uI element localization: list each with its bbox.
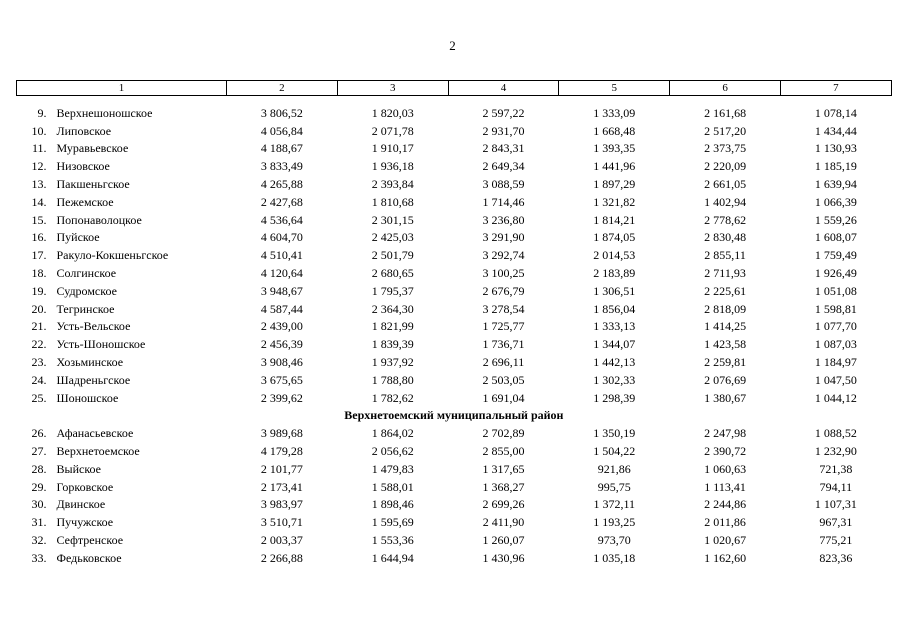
value-cell: 1 047,50 bbox=[814, 372, 857, 387]
settlement-cell bbox=[17, 300, 227, 318]
value-cell: 1 321,82 bbox=[593, 194, 636, 209]
row-number: 27. bbox=[31, 444, 47, 459]
settlement-cell bbox=[17, 442, 227, 460]
value-cell: 1 260,07 bbox=[482, 533, 525, 548]
value-cell: 2 266,88 bbox=[260, 550, 303, 565]
value-cell: 1 639,94 bbox=[814, 177, 857, 192]
value-cell: 1 035,18 bbox=[593, 550, 636, 565]
value-cell: 1 423,58 bbox=[704, 337, 747, 352]
value-cell: 4 188,67 bbox=[260, 141, 303, 156]
value-cell: 1 874,05 bbox=[593, 230, 636, 245]
value-cell: 4 265,88 bbox=[260, 177, 303, 192]
table-row bbox=[17, 211, 892, 229]
value-cell: 4 587,44 bbox=[260, 301, 303, 316]
value-cell: 1 051,08 bbox=[814, 283, 857, 298]
table-row bbox=[17, 104, 892, 122]
row-number: 13. bbox=[31, 177, 47, 192]
value-cell: 1 691,04 bbox=[482, 390, 525, 405]
value-cell: 1 864,02 bbox=[371, 426, 414, 441]
table-row bbox=[17, 300, 892, 318]
settlement-name: Судромское bbox=[56, 283, 117, 298]
value-cell: 1 113,41 bbox=[704, 479, 746, 494]
value-cell: 2 425,03 bbox=[371, 230, 414, 245]
value-cell: 2 680,65 bbox=[371, 266, 414, 281]
row-number: 24. bbox=[31, 372, 47, 387]
value-cell: 1 910,17 bbox=[371, 141, 414, 156]
value-cell: 1 759,49 bbox=[814, 248, 857, 263]
value-cell: 4 604,70 bbox=[260, 230, 303, 245]
value-cell: 1 020,67 bbox=[704, 533, 747, 548]
value-cell: 2 439,00 bbox=[260, 319, 303, 334]
value-cell: 1 162,60 bbox=[704, 550, 747, 565]
row-number: 23. bbox=[31, 355, 47, 370]
value-cell: 2 247,98 bbox=[704, 426, 747, 441]
data-table bbox=[16, 80, 892, 567]
value-cell: 2 427,68 bbox=[260, 194, 303, 209]
value-cell: 2 390,72 bbox=[704, 444, 747, 459]
table-row bbox=[17, 389, 892, 407]
table-row bbox=[17, 140, 892, 158]
value-cell: 1 372,11 bbox=[593, 497, 636, 512]
settlement-name: Попонаволоцкое bbox=[56, 212, 142, 227]
value-cell: 3 989,68 bbox=[260, 426, 303, 441]
value-cell: 2 225,61 bbox=[704, 283, 747, 298]
settlement-cell bbox=[17, 229, 227, 247]
value-cell: 1 897,29 bbox=[593, 177, 636, 192]
value-cell: 2 003,37 bbox=[260, 533, 303, 548]
value-cell: 2 101,77 bbox=[260, 461, 303, 476]
settlement-cell bbox=[17, 389, 227, 407]
value-cell: 1 608,07 bbox=[814, 230, 857, 245]
settlement-cell bbox=[17, 496, 227, 514]
value-cell: 3 806,52 bbox=[260, 105, 303, 120]
value-cell: 2 830,48 bbox=[704, 230, 747, 245]
value-cell: 1 814,21 bbox=[593, 212, 636, 227]
column-header: 4 bbox=[448, 81, 559, 96]
settlement-name: Муравьевское bbox=[56, 141, 129, 156]
value-cell: 3 278,54 bbox=[482, 301, 525, 316]
value-cell: 3 100,25 bbox=[482, 266, 525, 281]
table-row bbox=[17, 424, 892, 442]
value-cell: 2 501,79 bbox=[371, 248, 414, 263]
table-row bbox=[17, 335, 892, 353]
settlement-cell bbox=[17, 531, 227, 549]
value-cell: 4 120,64 bbox=[260, 266, 303, 281]
value-cell: 1 107,31 bbox=[814, 497, 857, 512]
column-header: 2 bbox=[227, 81, 338, 96]
settlement-cell bbox=[17, 335, 227, 353]
column-number-header bbox=[17, 81, 892, 96]
value-cell: 2 011,86 bbox=[704, 515, 746, 530]
row-number: 18. bbox=[31, 266, 47, 281]
value-cell: 1 302,33 bbox=[593, 372, 636, 387]
value-cell: 1 306,51 bbox=[593, 283, 636, 298]
table-row bbox=[17, 371, 892, 389]
table-body bbox=[17, 96, 892, 567]
value-cell: 2 056,62 bbox=[371, 444, 414, 459]
column-header: 7 bbox=[780, 81, 891, 96]
value-cell: 995,75 bbox=[597, 479, 631, 494]
value-cell: 1 926,49 bbox=[814, 266, 857, 281]
settlement-cell bbox=[17, 318, 227, 336]
value-cell: 2 649,34 bbox=[482, 159, 525, 174]
value-cell: 2 071,78 bbox=[371, 123, 414, 138]
value-cell: 2 301,15 bbox=[371, 212, 414, 227]
value-cell: 1 644,94 bbox=[371, 550, 414, 565]
value-cell: 1 434,44 bbox=[814, 123, 857, 138]
settlement-name: Тегринское bbox=[56, 301, 115, 316]
value-cell: 4 510,41 bbox=[260, 248, 303, 263]
value-cell: 1 184,97 bbox=[814, 355, 857, 370]
value-cell: 1 333,09 bbox=[593, 105, 636, 120]
value-cell: 2 778,62 bbox=[704, 212, 747, 227]
table-row bbox=[17, 229, 892, 247]
settlement-name: Сефтренское bbox=[56, 533, 124, 548]
value-cell: 2 855,11 bbox=[704, 248, 746, 263]
table-row bbox=[17, 122, 892, 140]
row-number: 32. bbox=[31, 533, 47, 548]
row-number: 11. bbox=[31, 141, 47, 156]
row-number: 10. bbox=[31, 123, 47, 138]
value-cell: 1 185,19 bbox=[814, 159, 857, 174]
settlement-name: Афанасьевское bbox=[56, 426, 134, 441]
value-cell: 1 298,39 bbox=[593, 390, 636, 405]
settlement-cell bbox=[17, 353, 227, 371]
row-number: 21. bbox=[31, 319, 47, 334]
settlement-name: Шоношское bbox=[56, 390, 119, 405]
value-cell: 2 399,62 bbox=[260, 390, 303, 405]
value-cell: 2 076,69 bbox=[704, 372, 747, 387]
row-number: 12. bbox=[31, 159, 47, 174]
value-cell: 4 056,84 bbox=[260, 123, 303, 138]
value-cell: 1 725,77 bbox=[482, 319, 525, 334]
value-cell: 2 597,22 bbox=[482, 105, 525, 120]
value-cell: 1 380,67 bbox=[704, 390, 747, 405]
page-number: 2 bbox=[449, 38, 456, 53]
settlement-name: Ракуло-Кокшеньгское bbox=[56, 248, 169, 263]
table-row bbox=[17, 175, 892, 193]
value-cell: 4 536,64 bbox=[260, 212, 303, 227]
settlement-name: Федьковское bbox=[56, 550, 122, 565]
value-cell: 794,11 bbox=[819, 479, 853, 494]
settlement-name: Хозьминское bbox=[56, 355, 124, 370]
column-header: 1 bbox=[17, 81, 227, 96]
row-number: 14. bbox=[31, 194, 47, 209]
value-cell: 1 588,01 bbox=[371, 479, 414, 494]
value-cell: 3 510,71 bbox=[260, 515, 303, 530]
value-cell: 2 818,09 bbox=[704, 301, 747, 316]
value-cell: 2 702,89 bbox=[482, 426, 525, 441]
column-header: 6 bbox=[670, 81, 781, 96]
value-cell: 2 183,89 bbox=[593, 266, 636, 281]
row-number: 20. bbox=[31, 301, 47, 316]
value-cell: 3 983,97 bbox=[260, 497, 303, 512]
table-row bbox=[17, 246, 892, 264]
value-cell: 3 088,59 bbox=[482, 177, 525, 192]
value-cell: 967,31 bbox=[819, 515, 853, 530]
value-cell: 1 937,92 bbox=[371, 355, 414, 370]
value-cell: 973,70 bbox=[597, 533, 631, 548]
table-row bbox=[17, 513, 892, 531]
value-cell: 1 060,63 bbox=[704, 461, 747, 476]
settlement-cell bbox=[17, 211, 227, 229]
value-cell: 2 220,09 bbox=[704, 159, 747, 174]
value-cell: 2 931,70 bbox=[482, 123, 525, 138]
value-cell: 3 908,46 bbox=[260, 355, 303, 370]
settlement-name: Выйское bbox=[56, 461, 102, 476]
settlement-cell bbox=[17, 193, 227, 211]
settlement-cell bbox=[17, 264, 227, 282]
value-cell: 1 442,13 bbox=[593, 355, 636, 370]
row-number: 16. bbox=[31, 230, 47, 245]
value-cell: 1 898,46 bbox=[371, 497, 414, 512]
value-cell: 1 714,46 bbox=[482, 194, 525, 209]
table-row bbox=[17, 496, 892, 514]
row-number: 31. bbox=[31, 515, 47, 530]
settlement-cell bbox=[17, 549, 227, 567]
value-cell: 2 699,26 bbox=[482, 497, 525, 512]
value-cell: 2 364,30 bbox=[371, 301, 414, 316]
value-cell: 3 948,67 bbox=[260, 283, 303, 298]
section-title: Верхнетоемский муниципальный район bbox=[344, 407, 564, 422]
value-cell: 921,86 bbox=[597, 461, 631, 476]
value-cell: 2 411,90 bbox=[482, 515, 525, 530]
table-row bbox=[17, 460, 892, 478]
table-row bbox=[17, 531, 892, 549]
value-cell: 2 843,31 bbox=[482, 141, 525, 156]
value-cell: 1 130,93 bbox=[814, 141, 857, 156]
settlement-cell bbox=[17, 478, 227, 496]
value-cell: 1 066,39 bbox=[814, 194, 857, 209]
row-number: 29. bbox=[31, 479, 47, 494]
value-cell: 2 393,84 bbox=[371, 177, 414, 192]
value-cell: 3 675,65 bbox=[260, 372, 303, 387]
value-cell: 1 350,19 bbox=[593, 426, 636, 441]
value-cell: 2 711,93 bbox=[704, 266, 746, 281]
value-cell: 1 553,36 bbox=[371, 533, 414, 548]
settlement-cell bbox=[17, 140, 227, 158]
settlement-name: Пакшеньгское bbox=[56, 177, 130, 192]
settlement-name: Солгинское bbox=[56, 266, 117, 281]
value-cell: 1 077,70 bbox=[814, 319, 857, 334]
value-cell: 1 856,04 bbox=[593, 301, 636, 316]
value-cell: 1 044,12 bbox=[814, 390, 857, 405]
value-cell: 1 402,94 bbox=[704, 194, 747, 209]
value-cell: 2 373,75 bbox=[704, 141, 747, 156]
value-cell: 3 291,90 bbox=[482, 230, 525, 245]
value-cell: 3 236,80 bbox=[482, 212, 525, 227]
settlement-cell bbox=[17, 175, 227, 193]
value-cell: 1 736,71 bbox=[482, 337, 525, 352]
table-row bbox=[17, 353, 892, 371]
value-cell: 3 292,74 bbox=[482, 248, 525, 263]
value-cell: 1 936,18 bbox=[371, 159, 414, 174]
settlement-cell bbox=[17, 282, 227, 300]
settlement-name: Липовское bbox=[56, 123, 112, 138]
value-cell: 1 839,39 bbox=[371, 337, 414, 352]
value-cell: 1 333,13 bbox=[593, 319, 636, 334]
settlement-cell bbox=[17, 371, 227, 389]
value-cell: 1 479,83 bbox=[371, 461, 414, 476]
table-row bbox=[17, 318, 892, 336]
value-cell: 1 368,27 bbox=[482, 479, 525, 494]
value-cell: 1 393,35 bbox=[593, 141, 636, 156]
value-cell: 2 517,20 bbox=[704, 123, 747, 138]
value-cell: 1 595,69 bbox=[371, 515, 414, 530]
settlement-cell bbox=[17, 513, 227, 531]
settlement-name: Усть-Шоношское bbox=[56, 337, 146, 352]
value-cell: 1 414,25 bbox=[704, 319, 747, 334]
value-cell: 721,38 bbox=[819, 461, 853, 476]
value-cell: 2 661,05 bbox=[704, 177, 747, 192]
value-cell: 823,36 bbox=[819, 550, 853, 565]
value-cell: 1 441,96 bbox=[593, 159, 636, 174]
table-row bbox=[17, 157, 892, 175]
value-cell: 775,21 bbox=[819, 533, 853, 548]
settlement-name: Верхнешоношское bbox=[56, 105, 153, 120]
column-header: 3 bbox=[337, 81, 448, 96]
value-cell: 2 696,11 bbox=[482, 355, 525, 370]
settlement-cell bbox=[17, 424, 227, 442]
section-row bbox=[17, 407, 892, 425]
value-cell: 2 676,79 bbox=[482, 283, 525, 298]
settlement-cell bbox=[17, 460, 227, 478]
value-cell: 1 504,22 bbox=[593, 444, 636, 459]
value-cell: 2 173,41 bbox=[260, 479, 303, 494]
value-cell: 2 244,86 bbox=[704, 497, 747, 512]
table-row bbox=[17, 549, 892, 567]
settlement-name: Пежемское bbox=[56, 194, 114, 209]
table-row bbox=[17, 193, 892, 211]
value-cell: 1 820,03 bbox=[371, 105, 414, 120]
row-number: 19. bbox=[31, 283, 47, 298]
value-cell: 1 598,81 bbox=[814, 301, 857, 316]
value-cell: 4 179,28 bbox=[260, 444, 303, 459]
settlement-cell bbox=[17, 122, 227, 140]
value-cell: 1 782,62 bbox=[371, 390, 414, 405]
value-cell: 1 317,65 bbox=[482, 461, 525, 476]
value-cell: 1 087,03 bbox=[814, 337, 857, 352]
value-cell: 1 344,07 bbox=[593, 337, 636, 352]
row-number: 33. bbox=[31, 550, 47, 565]
settlement-name: Двинское bbox=[56, 497, 106, 512]
value-cell: 1 810,68 bbox=[371, 194, 414, 209]
table-row bbox=[17, 442, 892, 460]
column-header: 5 bbox=[559, 81, 670, 96]
value-cell: 2 456,39 bbox=[260, 337, 303, 352]
settlement-name: Шадреньгское bbox=[56, 372, 131, 387]
value-cell: 1 078,14 bbox=[814, 105, 857, 120]
settlement-name: Усть-Вельское bbox=[56, 319, 131, 334]
value-cell: 1 668,48 bbox=[593, 123, 636, 138]
value-cell: 1 788,80 bbox=[371, 372, 414, 387]
settlement-name: Верхнетоемское bbox=[56, 444, 140, 459]
settlement-name: Пучужское bbox=[56, 515, 114, 530]
table-row bbox=[17, 478, 892, 496]
row-number: 30. bbox=[31, 497, 47, 512]
row-number: 17. bbox=[31, 248, 47, 263]
settlement-cell bbox=[17, 104, 227, 122]
value-cell: 1 232,90 bbox=[814, 444, 857, 459]
row-number: 22. bbox=[31, 337, 47, 352]
value-cell: 2 259,81 bbox=[704, 355, 747, 370]
value-cell: 2 855,00 bbox=[482, 444, 525, 459]
row-number: 9. bbox=[37, 105, 47, 120]
table-row bbox=[17, 282, 892, 300]
row-number: 15. bbox=[31, 212, 47, 227]
settlement-cell bbox=[17, 157, 227, 175]
value-cell: 1 559,26 bbox=[814, 212, 857, 227]
value-cell: 2 014,53 bbox=[593, 248, 636, 263]
settlement-name: Низовское bbox=[56, 159, 110, 174]
row-number: 25. bbox=[31, 390, 47, 405]
table-row bbox=[17, 264, 892, 282]
value-cell: 1 795,37 bbox=[371, 283, 414, 298]
settlement-name: Горковское bbox=[56, 479, 114, 494]
value-cell: 1 430,96 bbox=[482, 550, 525, 565]
value-cell: 1 088,52 bbox=[814, 426, 857, 441]
value-cell: 1 821,99 bbox=[371, 319, 414, 334]
value-cell: 2 161,68 bbox=[704, 105, 747, 120]
row-number: 26. bbox=[31, 426, 47, 441]
value-cell: 3 833,49 bbox=[260, 159, 303, 174]
value-cell: 2 503,05 bbox=[482, 372, 525, 387]
settlement-cell bbox=[17, 246, 227, 264]
settlement-name: Пуйское bbox=[56, 230, 100, 245]
row-number: 28. bbox=[31, 461, 47, 476]
value-cell: 1 193,25 bbox=[593, 515, 636, 530]
